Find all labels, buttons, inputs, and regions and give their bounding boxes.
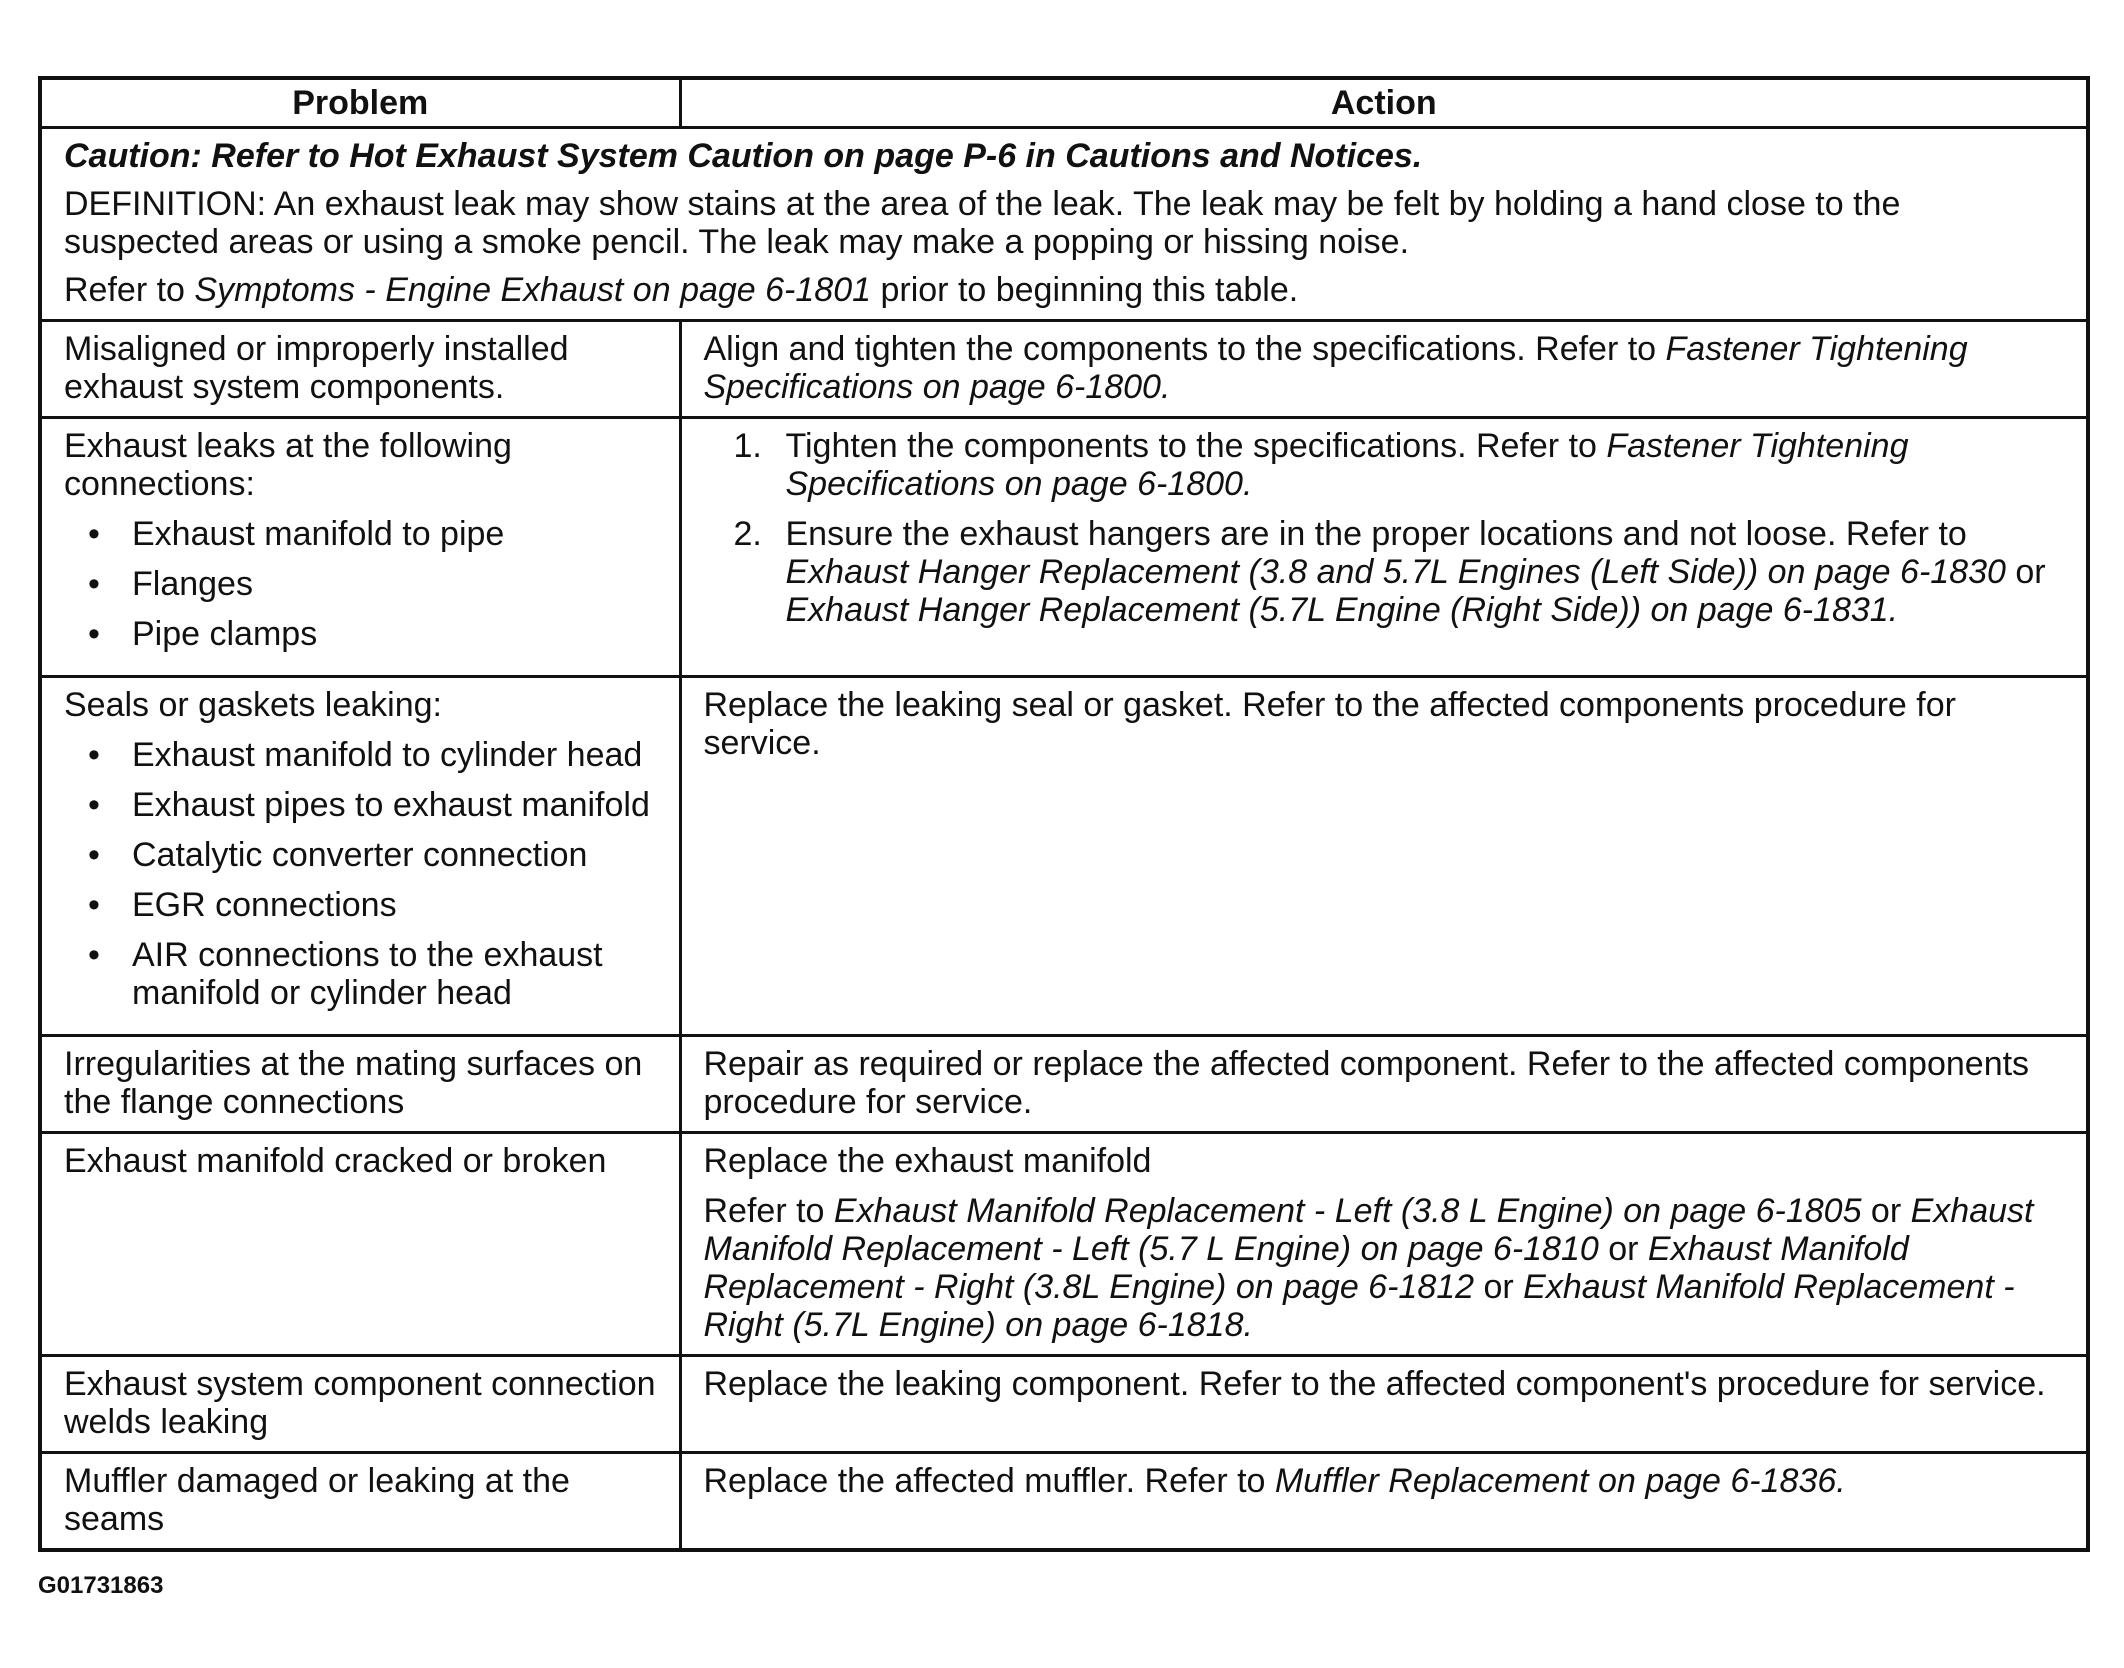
list-item (88, 886, 657, 924)
action-text: Align and tighten the components to the specifications. Refer to (703, 330, 1666, 368)
problem-cell: Misaligned or improperly installed exhaust system components. (40, 321, 680, 418)
bullet-list (64, 515, 657, 653)
bullet-icon: • (88, 565, 100, 603)
manifold-left-38-link[interactable]: Exhaust Manifold Replacement - Left (3.8 L Engine) on page 6-1805 (833, 1192, 1862, 1230)
intro-cell (40, 128, 2088, 321)
bullet-icon: • (88, 786, 100, 824)
problem-cell (40, 418, 680, 677)
action-cell: Repair as required or replace the affected component. Refer to the affected components procedure for service. (680, 1036, 2088, 1133)
bullet-icon: • (88, 515, 100, 553)
list-item-text: Catalytic converter connection (132, 836, 588, 874)
list-item (88, 565, 657, 603)
step-item (734, 515, 2065, 629)
or-text: or (1598, 1230, 1648, 1268)
list-item-text: Exhaust manifold to pipe (132, 515, 505, 553)
table-row (40, 677, 2088, 1036)
fastener-spec-link[interactable]: Fastener Tightening Specifications on page 6-1800. (785, 427, 1909, 503)
hanger-left-link[interactable]: Exhaust Hanger Replacement (3.8 and 5.7L Engines (Left Side)) on page 6-1830 (785, 553, 2006, 591)
list-item (88, 836, 657, 874)
header-row (40, 78, 2088, 128)
table-row (40, 1133, 2088, 1356)
action-refs (704, 1192, 2065, 1344)
list-item-text: AIR connections to the exhaust manifold or cylinder head (132, 936, 603, 1012)
table-row (40, 1453, 2088, 1551)
list-item-text: Exhaust pipes to exhaust manifold (132, 786, 650, 824)
problem-cell: Exhaust system component connection welds leaking (40, 1356, 680, 1453)
or-text: or (1861, 1192, 1911, 1230)
problem-text: Seals or gaskets leaking: (64, 686, 442, 724)
figure-id: G01731863 (38, 1572, 164, 1599)
action-line: Replace the exhaust manifold (703, 1142, 1152, 1180)
bullet-icon: • (88, 615, 100, 653)
list-item (88, 515, 657, 553)
list-item-text: Flanges (132, 565, 253, 603)
problem-text: Exhaust leaks at the following connections: (64, 427, 512, 503)
bullet-icon: • (88, 736, 100, 774)
manifold-right-38-link[interactable]: Exhaust Manifold Replacement - Right (3.8L Engine) on page 6-1812 (703, 1230, 1909, 1306)
step-item (734, 427, 2065, 503)
list-item-text: EGR connections (132, 886, 397, 924)
bullet-icon: • (88, 936, 100, 974)
action-cell (680, 418, 2088, 677)
action-text: Replace the affected muffler. Refer to (703, 1462, 1275, 1500)
problem-cell (40, 677, 680, 1036)
step-or: or (2005, 553, 2046, 591)
fastener-spec-link[interactable]: Fastener Tightening Specifications on page 6-1800. (703, 330, 1968, 406)
refer-line (64, 271, 2064, 309)
symptoms-link[interactable]: Symptoms - Engine Exhaust on page 6-1801 (194, 271, 872, 309)
list-item-text: Pipe clamps (132, 615, 318, 653)
list-item (88, 615, 657, 653)
problem-cell: Muffler damaged or leaking at the seams (40, 1453, 680, 1551)
refer-prefix: Refer to (64, 271, 195, 309)
table-row (40, 1356, 2088, 1453)
problem-cell: Exhaust manifold cracked or broken (40, 1133, 680, 1356)
action-header: Action (680, 78, 2088, 128)
action-cell (680, 321, 2088, 418)
steps-list (704, 427, 2065, 629)
action-cell (680, 1453, 2088, 1551)
muffler-link[interactable]: Muffler Replacement on page 6-1836. (1274, 1462, 1846, 1500)
table-row (40, 1036, 2088, 1133)
bullet-list (64, 736, 657, 1012)
intro-row (40, 128, 2088, 321)
step-text: Ensure the exhaust hangers are in the proper locations and not loose. Refer to (785, 515, 1967, 553)
action-cell: Replace the leaking component. Refer to the affected component's procedure for service. (680, 1356, 2088, 1453)
or-text: or (1474, 1268, 1524, 1306)
table-row (40, 418, 2088, 677)
definition-text: DEFINITION: An exhaust leak may show stains at the area of the leak. The leak may be felt by holding a hand close to the suspected areas or using a smoke pencil. The leak may make a popping or hissing noise. (64, 185, 1901, 261)
refer-suffix: prior to beginning this table. (871, 271, 1299, 309)
action-cell: Replace the leaking seal or gasket. Refer to the affected components procedure for service. (680, 677, 2088, 1036)
step-text: Tighten the components to the specifications. Refer to (785, 427, 1607, 465)
action-cell (680, 1133, 2088, 1356)
hanger-right-link[interactable]: Exhaust Hanger Replacement (5.7L Engine (Right Side)) on page 6-1831. (785, 591, 1899, 629)
step-number: 1. (733, 427, 762, 465)
step-number: 2. (733, 515, 762, 553)
list-item-text: Exhaust manifold to cylinder head (132, 736, 643, 774)
problem-cell: Irregularities at the mating surfaces on the flange connections (40, 1036, 680, 1133)
bullet-icon: • (88, 836, 100, 874)
caution-text: Caution: Refer to Hot Exhaust System Caution on page P-6 in Cautions and Notices. (64, 137, 1423, 175)
list-item (88, 786, 657, 824)
list-item (88, 736, 657, 774)
problem-header: Problem (40, 78, 680, 128)
refer-prefix: Refer to (703, 1192, 834, 1230)
manifold-left-57-link[interactable]: Exhaust Manifold Replacement - Left (5.7 L Engine) on page 6-1810 (703, 1192, 2034, 1268)
list-item (88, 936, 657, 1012)
bullet-icon: • (88, 886, 100, 924)
table-row (40, 321, 2088, 418)
manifold-right-57-link[interactable]: Exhaust Manifold Replacement - Right (5.7L Engine) on page 6-1818. (703, 1268, 2015, 1344)
troubleshooting-table (38, 76, 2090, 1552)
